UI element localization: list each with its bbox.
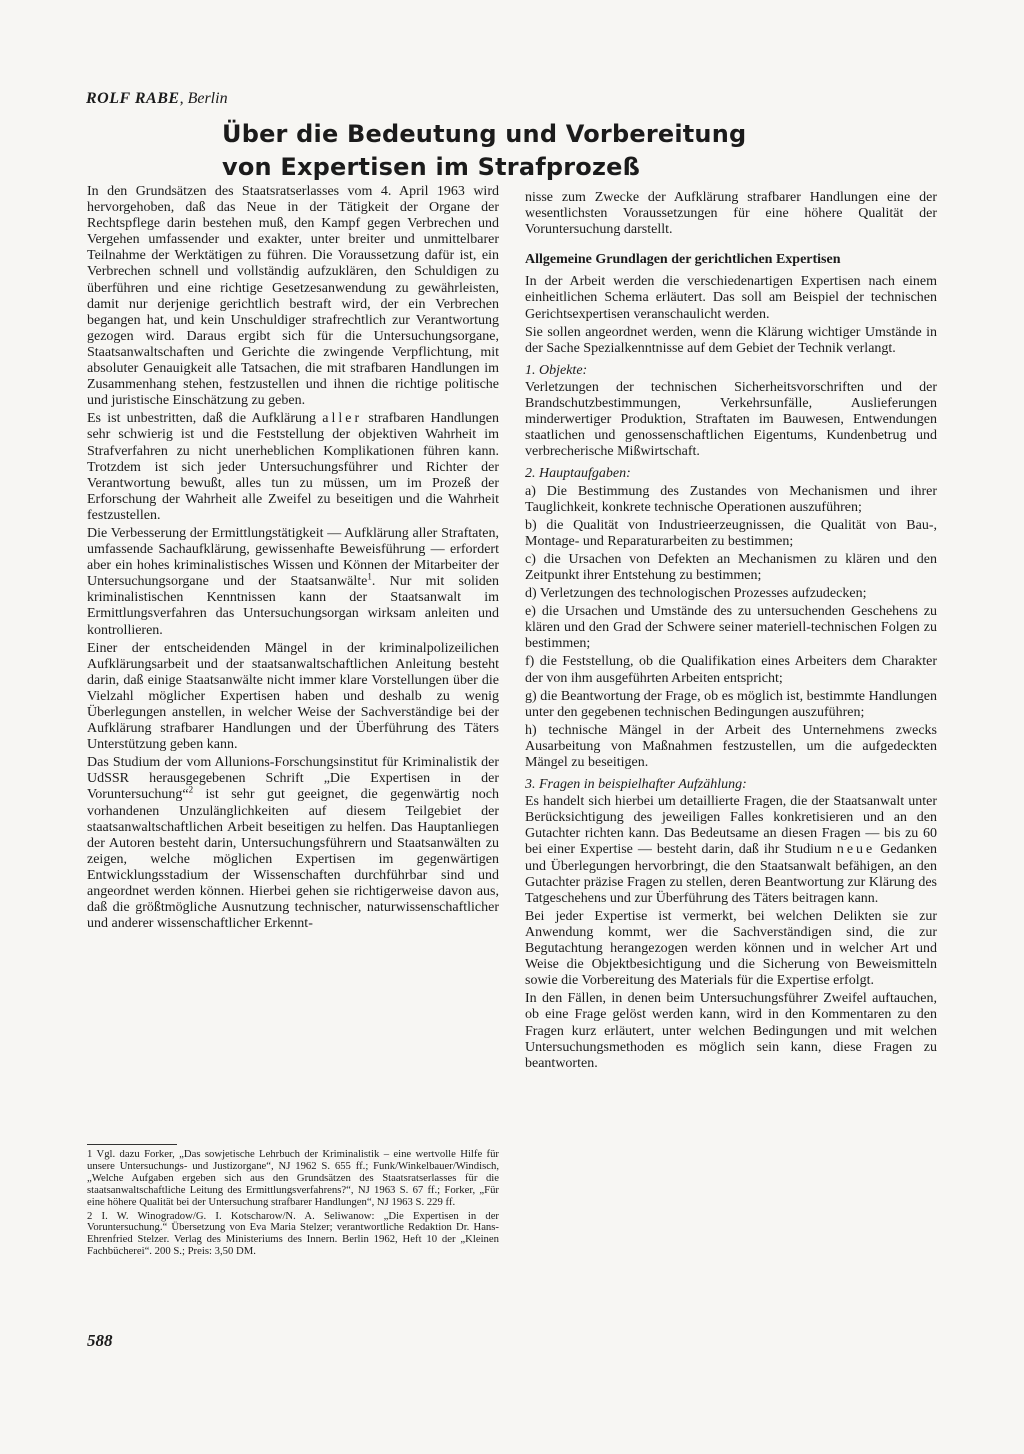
paragraph: nisse zum Zwecke der Aufklärung strafbarer Handlungen eine der wesentlichsten Voraussetzungen für eine höhere Qualität der Voruntersuchung darstellt. [525,190,937,238]
text-run: Es ist unbestritten, daß die Aufklärung [87,411,323,427]
author-place: , Berlin [179,90,228,107]
list-item: a) Die Bestimmung des Zustandes von Mechanismen und ihrer Tauglichkeit, konkrete technische Operationen auszuführen; [525,483,937,515]
page-number: 588 [87,1331,113,1350]
paragraph: In den Grundsätzen des Staatsratserlasses vom 4. April 1963 wird hervorgehoben, daß das Neue in der Tätigkeit der Organe der Rechtspflege darin bestehen muß, den Kampf gegen Verbrechen und Vergehen umfassender und exakter, unter breiter und unmittelbarer Teilnahme der Werktätigen zu führen. Die Voraussetzung dafür ist, ein Verbrechen schnell und vollständig aufzuklären, den Schuldigen zu überführen und eine richtige Gesetzesanwendung zu gewährleisten, damit nur derjenige gerichtlich bestraft wird, der ein Verbrechen begangen hat, und kein Unschuldiger strafrechtlich zur Verantwortung gezogen wird. Daraus ergibt sich für die Untersuchungsorgane, Staatsanwaltschaften und Gerichte die zwingende Verpflichtung, mit absoluter Genauigkeit alle Tatsachen, die mit strafbaren Handlungen im Zusammenhang stehen, festzustellen und ihnen die richtige politische und juristische Einschätzung zu geben. [87,184,499,409]
spaced-text: aller [322,411,363,427]
footnote-ref: 2 [188,784,194,795]
footnote-divider [87,1144,177,1145]
text-run: strafbaren Handlungen sehr schwierig ist und die Feststellung der objektiven Wahrheit im Strafverfahren zu nicht unerheblichen Komplikationen führen kann. Trotzdem ist sich jeder Untersuchungsführer und Richter der Verantwortung bewußt, alles tun zu müssen, um im Prozeß der Erforschung der Wahrheit alle Zweifel zu beseitigen und die Wahrheit festzustellen. [87,411,499,523]
subheading-questions: 3. Fragen in beispielhafter Aufzählung: [525,777,747,793]
paragraph [87,411,499,524]
title-line-2: von Expertisen im Strafprozeß [222,153,641,181]
text-run: Es handelt sich hierbei um detaillierte Fragen, die der Staatsanwalt unter Berücksichtigung des jeweiligen Falles konkretisieren und an den Gutachter richten kann. Das Bedeutsame an diesen Fragen — bis zu 60 bei einer Expertise — besteht darin, daß ihr Studium [525,794,937,858]
list-item: d) Verletzungen des technologischen Prozesses aufzudecken; [525,586,867,602]
left-column [87,184,499,932]
right-column [525,190,937,1072]
text-run: Gedanken und Überlegungen hervorbringt, die den Staatsanwalt befähigen, an den Gutachter präzise Fragen zu stellen, deren Beantwortung zur Klärung des Tatgeschehens und zur Überführung des Täters beitragen kann. [525,842,937,906]
list-item: b) die Qualität von Industrieerzeugnissen, die Qualität von Bau-, Montage- und Reparaturarbeiten zu bestimmen; [525,517,937,549]
paragraph [87,755,499,932]
footnote-1: 1 Vgl. dazu Forker, „Das sowjetische Lehrbuch der Kriminalistik – eine wertvolle Hilfe für unsere Untersuchungs- und Justizorgane“, NJ 1962 S. 655 ff.; Funk/Winkelbauer/Windisch, „Welche Aufgaben ergeben sich aus den Grundsätzen des Staatsratserlasses für die staatsanwaltschaftliche Leitung des Ermittlungsverfahrens?“, NJ 1963 S. 67 ff.; Forker, „Für eine höhere Qualität bei der Untersuchung strafbarer Handlungen“, NJ 1963 S. 229 ff. [87,1148,499,1208]
text-run: Die Verbesserung der Ermittlungstätigkeit — Aufklärung aller Straftaten, umfassende Sachaufklärung, gewissenhafte Beweisführung — erfordert aber ein hohes kriminalistisches Wissen und Können der Mitarbeiter der Untersuchungsorgane und der Staatsanwälte [87,525,499,590]
text-run: . Nur mit soliden kriminalistischen Kenntnissen kann der Staatsanwalt im Ermittlungsverfahren das Untersuchungsorgan wirksam anleiten und kontrollieren. [87,574,499,638]
article-title [222,118,782,184]
paragraph: In den Fällen, in denen beim Untersuchungsführer Zweifel auftauchen, ob eine Frage gelöst werden kann, wird in den Kommentaren zu den Fragen kurz erläutert, unter welchen Bedingungen und mit welchen Untersuchungsmethoden es möglich sein kann, diese Fragen zu beantworten. [525,991,937,1071]
text-run: ist sehr gut geeignet, die gegenwärtig noch vorhandenen Unzulänglichkeiten auf diesem Teilgebiet der staatsanwaltschaftlichen Arbeit beseitigen zu helfen. Das Hauptanliegen der Autoren besteht darin, Untersuchungsführern und Staatsanwälten zu zeigen, welche möglichen Expertisen im gegenwärtigen Entwicklungsstadium der Wissenschaften durchführbar sind und angeordnet werden können. Hierbei gehen sie richtigerweise davon aus, daß die größtmögliche Ausnutzung technischer, naturwissenschaftlicher und anderer wissenschaftlicher Erkennt- [87,787,499,932]
list-item: e) die Ursachen und Umstände des zu untersuchenden Geschehens zu klären und den Grad der Schwere seiner materiell-technischen Folgen zu bestimmen; [525,604,937,652]
section-heading: Allgemeine Grundlagen der gerichtlichen Expertisen [525,252,841,268]
subheading-objects: 1. Objekte: [525,362,588,378]
text-run: Das Studium der vom Allunions-Forschungsinstitut für Kriminalistik der UdSSR herausgegebenen Schrift „Die Expertisen in der Voruntersuchung“ [87,755,499,803]
list-item: h) technische Mängel in der Arbeit des Unternehmens zwecks Ausarbeitung von Maßnahmen festzustellen, um die aufgedeckten Mängel zu beseitigen. [525,722,937,770]
paragraph [87,526,499,639]
author-name: ROLF RABE [86,90,180,107]
list-item: g) die Beantwortung der Frage, ob es möglich ist, bestimmte Handlungen unter den gegebenen technischen Bedingungen auszuführen; [525,688,937,720]
footnote-ref: 1 [367,571,372,582]
footnote-2: 2 I. W. Winogradow/G. I. Kotscharow/N. A. Seliwanow: „Die Expertisen in der Voruntersuchung.“ Übersetzung von Eva Maria Stelzer; verantwortliche Redaktion Dr. Hans-Ehrenfried Stelzer. Verlag des Ministeriums des Innern. Berlin 1962, Heft 10 der „Kleinen Fachbücherei“. 200 S.; Preis: 3,50 DM. [87,1209,499,1258]
author-line [86,90,228,108]
paragraph [525,794,937,907]
paragraph: In der Arbeit werden die verschiedenartigen Expertisen nach einem einheitlichen Schema erläutert. Das soll am Beispiel der technischen Gerichtsexpertisen veranschaulicht werden. [525,274,937,322]
list-item: c) die Ursachen von Defekten an Mechanismen zu klären und den Zeitpunkt ihrer Entstehung zu bestimmen; [525,551,937,583]
paragraph: Bei jeder Expertise ist vermerkt, bei welchen Delikten sie zur Anwendung kommt, wer die Sachverständigen sind, die zur Begutachtung herangezogen werden können und in welcher Art und Weise die Objektbesichtigung und die Sicherung von Beweismitteln sowie die Vorbereitung des Materials für die Expertise erfolgt. [525,908,937,989]
spaced-text: neue [836,842,876,858]
paragraph: Verletzungen der technischen Sicherheitsvorschriften und der Brandschutzbestimmungen, Verkehrsunfälle, Auslieferungen minderwertiger Produktion, Straftaten im Bauwesen, Entwendungen staatlichen und genossenschaftlichen Eigentums, Kundenbetrug und verbrecherische Mißwirtschaft. [525,379,937,460]
list-item: f) die Feststellung, ob die Qualifikation eines Arbeiters dem Charakter der von ihm ausgeführten Arbeiten entspricht; [525,654,937,686]
paragraph: Sie sollen angeordnet werden, wenn die Klärung wichtiger Umstände in der Sache Spezialkenntnisse auf dem Gebiet der Technik verlangt. [525,324,937,356]
subheading-main-tasks: 2. Hauptaufgaben: [525,466,631,482]
footnotes [87,1149,499,1260]
paragraph: Einer der entscheidenden Mängel in der kriminalpolizeilichen Aufklärungsarbeit und der staatsanwaltschaftlichen Anleitung besteht darin, daß einige Staatsanwälte nicht immer klare Vorstellungen über die Vielzahl möglicher Expertisen haben und deshalb zu wenig Überlegungen anstellen, in welcher Weise der Sachverständige bei der Aufklärung strafbarer Handlungen und der Überführung des Täters Unterstützung geben kann. [87,640,499,753]
title-line-1: Über die Bedeutung und Vorbereitung [222,120,747,148]
